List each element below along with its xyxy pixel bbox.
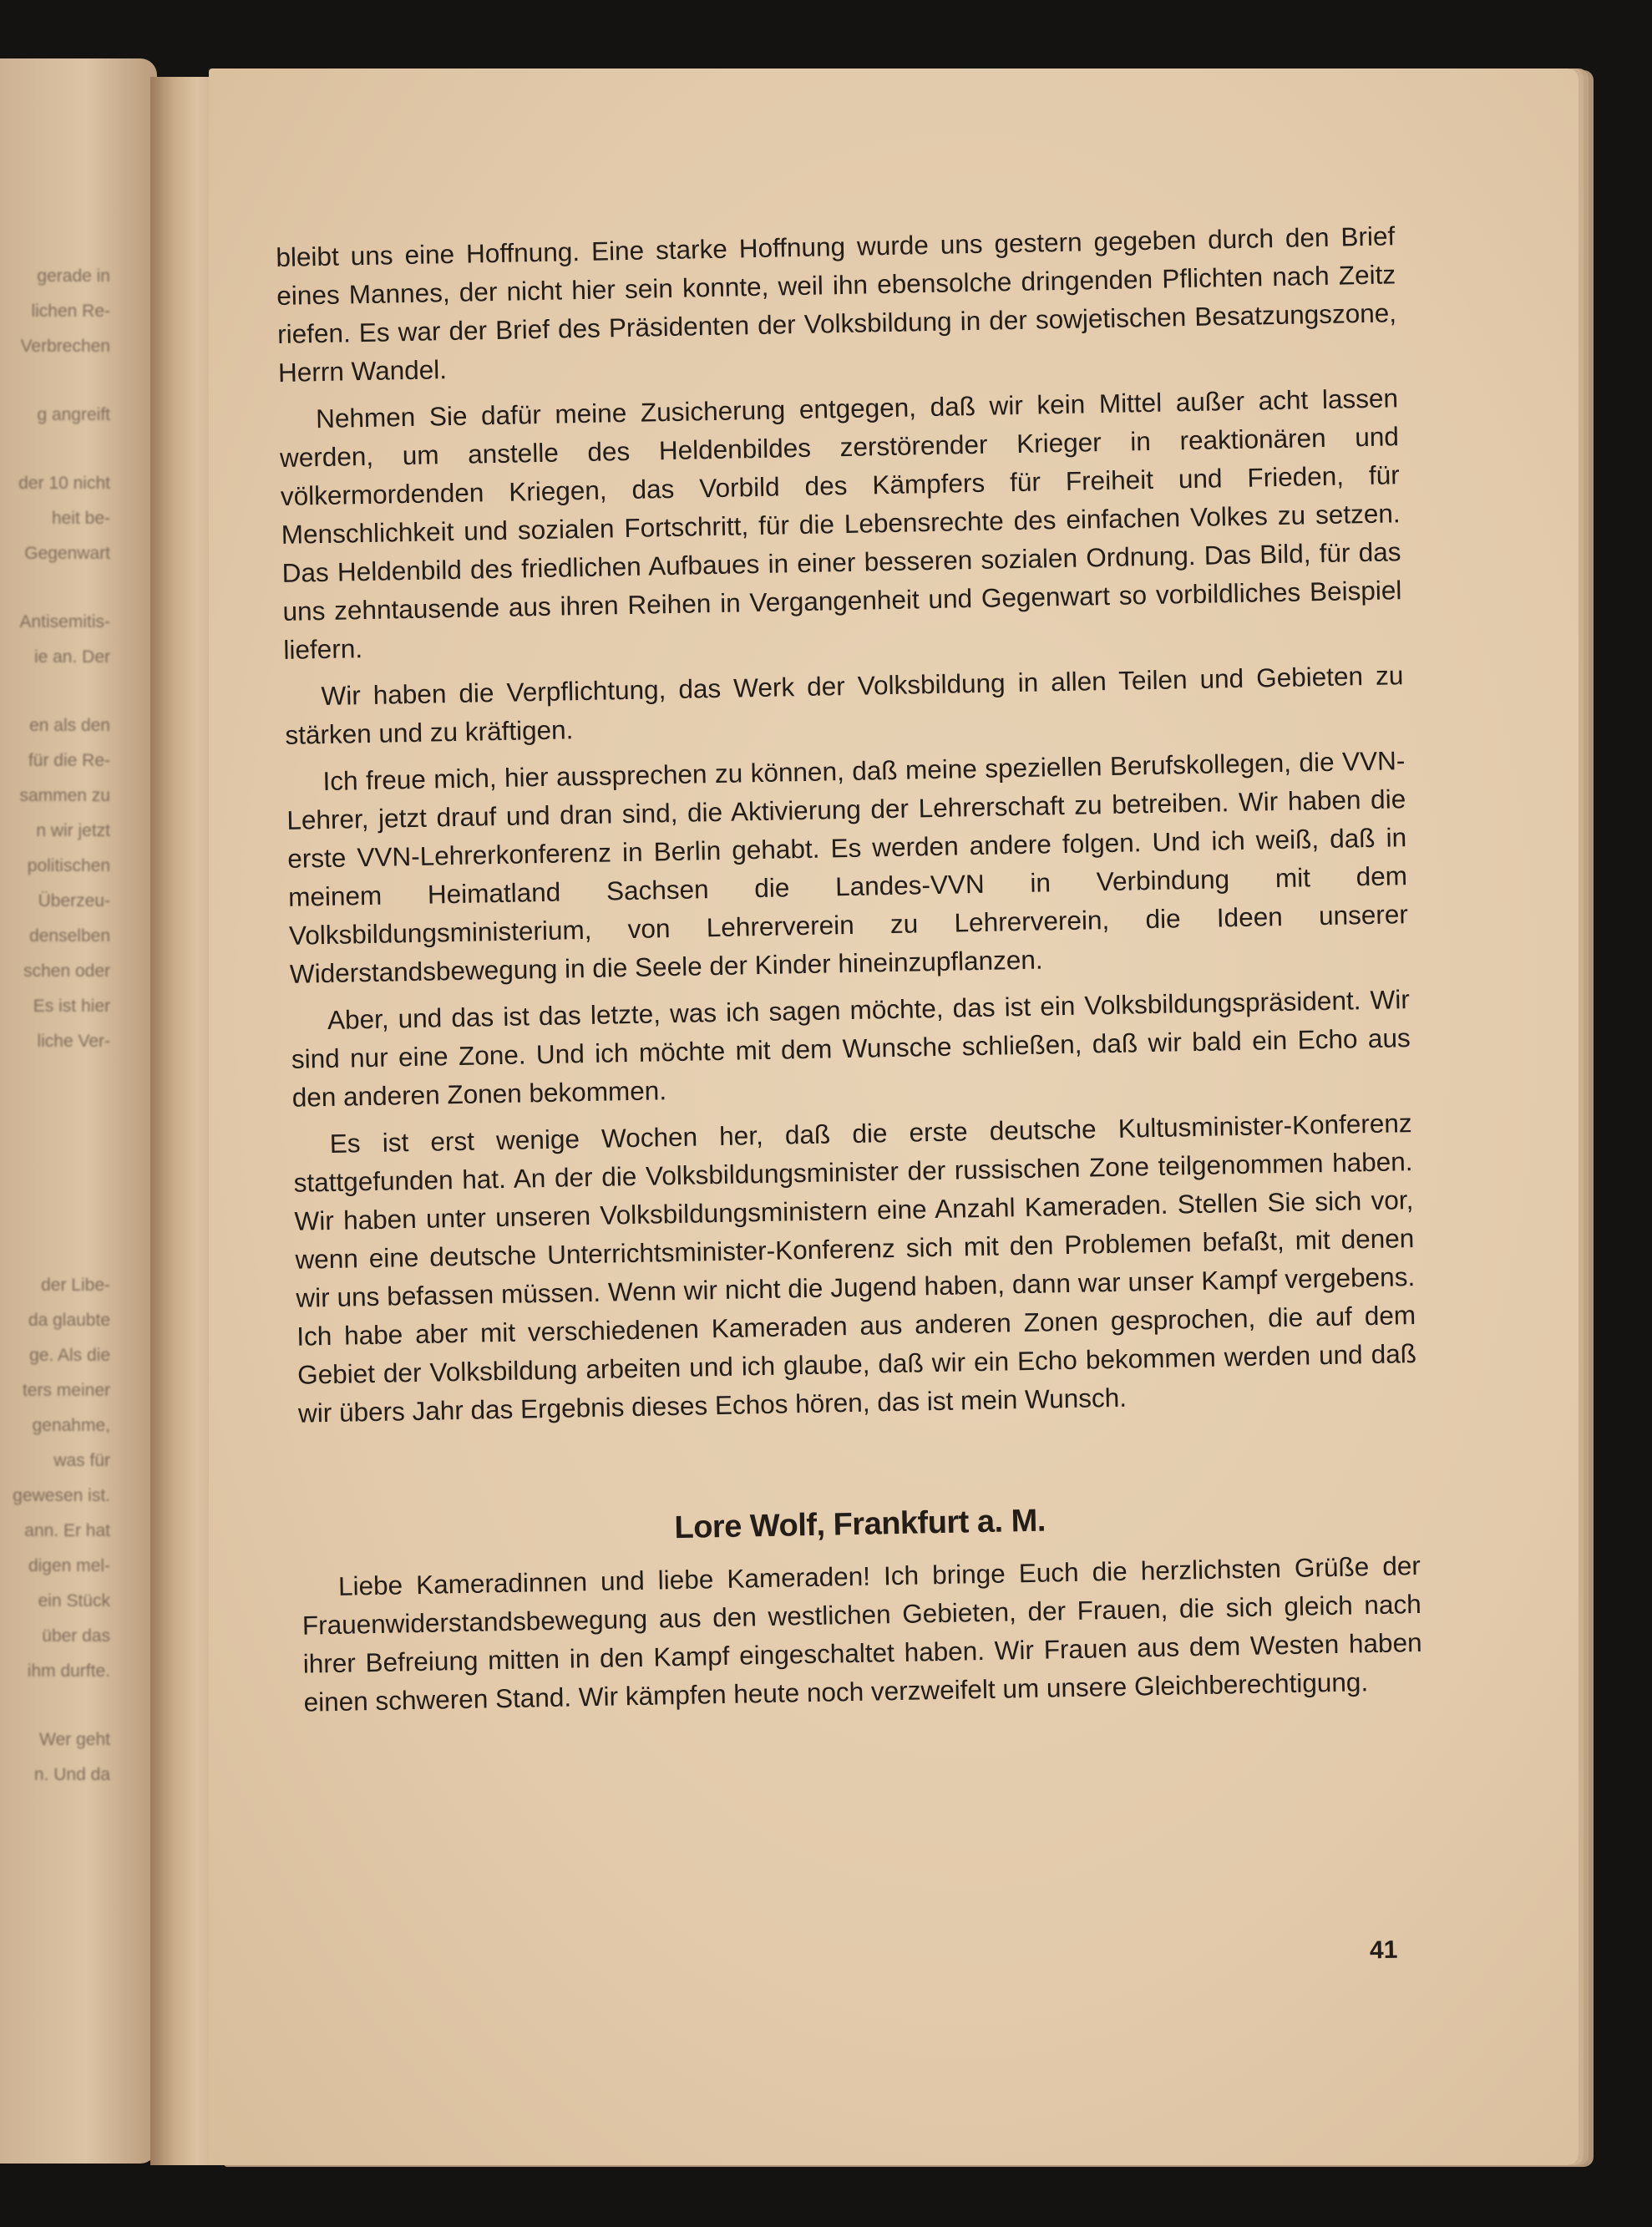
left-line: da glaubte	[28, 1311, 110, 1330]
left-line: n. Und da	[33, 1765, 110, 1784]
paragraph: Ich freue mich, hier aussprechen zu können, daß meine speziellen Berufskollegen, die VVN-Lehrer, jetzt drauf und dran sind, die Aktivierung der Lehrerschaft zu betreiben. Wir haben die erste VVN-Lehrerkonferenz in Berlin gehabt. Es werden andere folgen. Und ich weiß, daß in meinem Heimatland Sachsen die Landes-VVN in Verbindung mit dem Volksbildungsministerium, von Lehrerverein zu Lehrerverein, die Ideen unserer Widerstandsbewegung in die Seele der Kinder hineinzupflanzen.	[286, 745, 1409, 989]
left-gap	[3, 1689, 154, 1722]
left-line: der 10 nicht	[18, 474, 110, 493]
left-line: ters meiner	[22, 1381, 110, 1400]
page-number: 41	[1369, 1935, 1398, 1965]
left-line: gerade in	[37, 266, 110, 286]
left-gap	[3, 675, 154, 708]
left-line: g angreift	[37, 405, 110, 424]
paragraph: Es ist erst wenige Wochen her, daß die erste deutsche Kultusminister-Konferenz stattgefunden hat. An der die Volksbildungsminister der russischen Zone teilgenommen haben. Wir haben unter unseren Volksbildungsministern eine Anzahl Kameraden. Stellen Sie sich vor, wenn eine deutsche Unterrichtsminister-Konferenz sich mit den Problemen befaßt, mit denen wir uns befassen müssen. Wenn wir nicht die Jugend haben, dann war unser Kampf vergebens. Ich habe aber mit verschiedenen Kameraden aus anderen Zonen gesprochen, die auf dem Gebiet der Volksbildung arbeiten und ich glaube, daß wir ein Echo bekommen werden und daß wir übers Jahr das Ergebnis dieses Echos hören, das ist mein Wunsch.	[293, 1108, 1417, 1428]
left-line: Verbrechen	[20, 337, 110, 356]
left-line: der Libe-	[41, 1276, 110, 1295]
left-line: denselben	[29, 926, 110, 946]
left-line: gewesen ist.	[13, 1486, 110, 1505]
left-line: ihm durfte.	[27, 1661, 110, 1681]
section-heading: Lore Wolf, Frankfurt a. M.	[674, 1503, 1046, 1546]
left-gap	[3, 433, 154, 466]
left-line: heit be-	[51, 509, 110, 528]
left-line: ie an. Der	[33, 647, 110, 667]
left-line: über das	[42, 1626, 110, 1646]
left-line: digen mel-	[28, 1556, 110, 1575]
left-line: liche Ver-	[37, 1032, 110, 1051]
left-page	[0, 58, 157, 2164]
left-line: Gegenwart	[24, 544, 110, 563]
page-body	[276, 216, 1423, 1729]
left-line: Antisemitis-	[19, 612, 110, 632]
paragraph: Aber, und das ist das letzte, was ich sagen möchte, das ist ein Volksbildungspräsident. Wir sind nur eine Zone. Und ich möchte mit dem Wunsche schließen, daß wir bald ein Echo aus den anderen Zonen bekommen.	[291, 984, 1411, 1113]
left-line: schen oder	[23, 961, 110, 981]
left-line: Wer geht	[39, 1730, 110, 1749]
left-line: was für	[53, 1451, 110, 1470]
left-line: n wir jetzt	[36, 821, 110, 840]
left-gap	[3, 1059, 154, 1268]
paragraph: Wir haben die Verpflichtung, das Werk der Volksbildung in allen Teilen und Gebieten zu stärken und zu kräftigen.	[285, 660, 1404, 750]
left-line: ann. Er hat	[24, 1521, 110, 1540]
left-page-text	[3, 259, 154, 1793]
left-line: ge. Als die	[29, 1346, 110, 1365]
left-line: Es ist hier	[33, 997, 110, 1016]
left-line: en als den	[29, 716, 110, 735]
left-line: für die Re-	[28, 751, 110, 770]
left-gap	[3, 364, 154, 398]
left-line: Überzeu-	[38, 891, 110, 911]
book-gutter	[150, 77, 217, 2165]
left-line: politischen	[27, 856, 110, 875]
left-line: genahme,	[32, 1416, 110, 1435]
left-gap	[3, 571, 154, 605]
paragraph: bleibt uns eine Hoffnung. Eine starke Hoffnung wurde uns gestern gegeben durch den Brief eines Mannes, der nicht hier sein konnte, weil ihn ebensolche dringenden Pflichten nach Zeitz riefen. Es war der Brief des Präsidenten der Volksbildung in der sowjetischen Besatzungszone, Herrn Wandel.	[276, 221, 1397, 388]
paragraph: Nehmen Sie dafür meine Zusicherung entgegen, daß wir kein Mittel außer acht lassen werden, um anstelle des Heldenbildes zerstörender Krieger in reaktionären und völkermordenden Kriegen, das Vorbild des Kämpfers für Freiheit und Frieden, für Menschlichkeit und sozialen Fortschritt, für die Lebensrechte des einfachen Volkes zu setzen. Das Heldenbild des friedlichen Aufbaues in einer besseren sozialen Ordnung. Das Bild, für das uns zehntausende aus ihren Reihen in Vergangenheit und Gegenwart so vorbildliches Beispiel liefern.	[279, 383, 1402, 665]
section-paragraph: Liebe Kameradinnen und liebe Kameraden! Ich bringe Euch die herzlichsten Grüße der Frauenwiderstandsbewegung aus den westlichen Gebieten, der Frauen, die sich gleich nach ihrer Befreiung mitten in den Kampf eingeschaltet haben. Wir Frauen aus dem Westen haben einen schweren Stand. Wir kämpfen heute noch verzweifelt um unsere Gleichberechtigung.	[302, 1550, 1422, 1717]
left-line: sammen zu	[19, 786, 110, 805]
left-line: lichen Re-	[31, 302, 110, 321]
left-line: ein Stück	[38, 1591, 110, 1611]
